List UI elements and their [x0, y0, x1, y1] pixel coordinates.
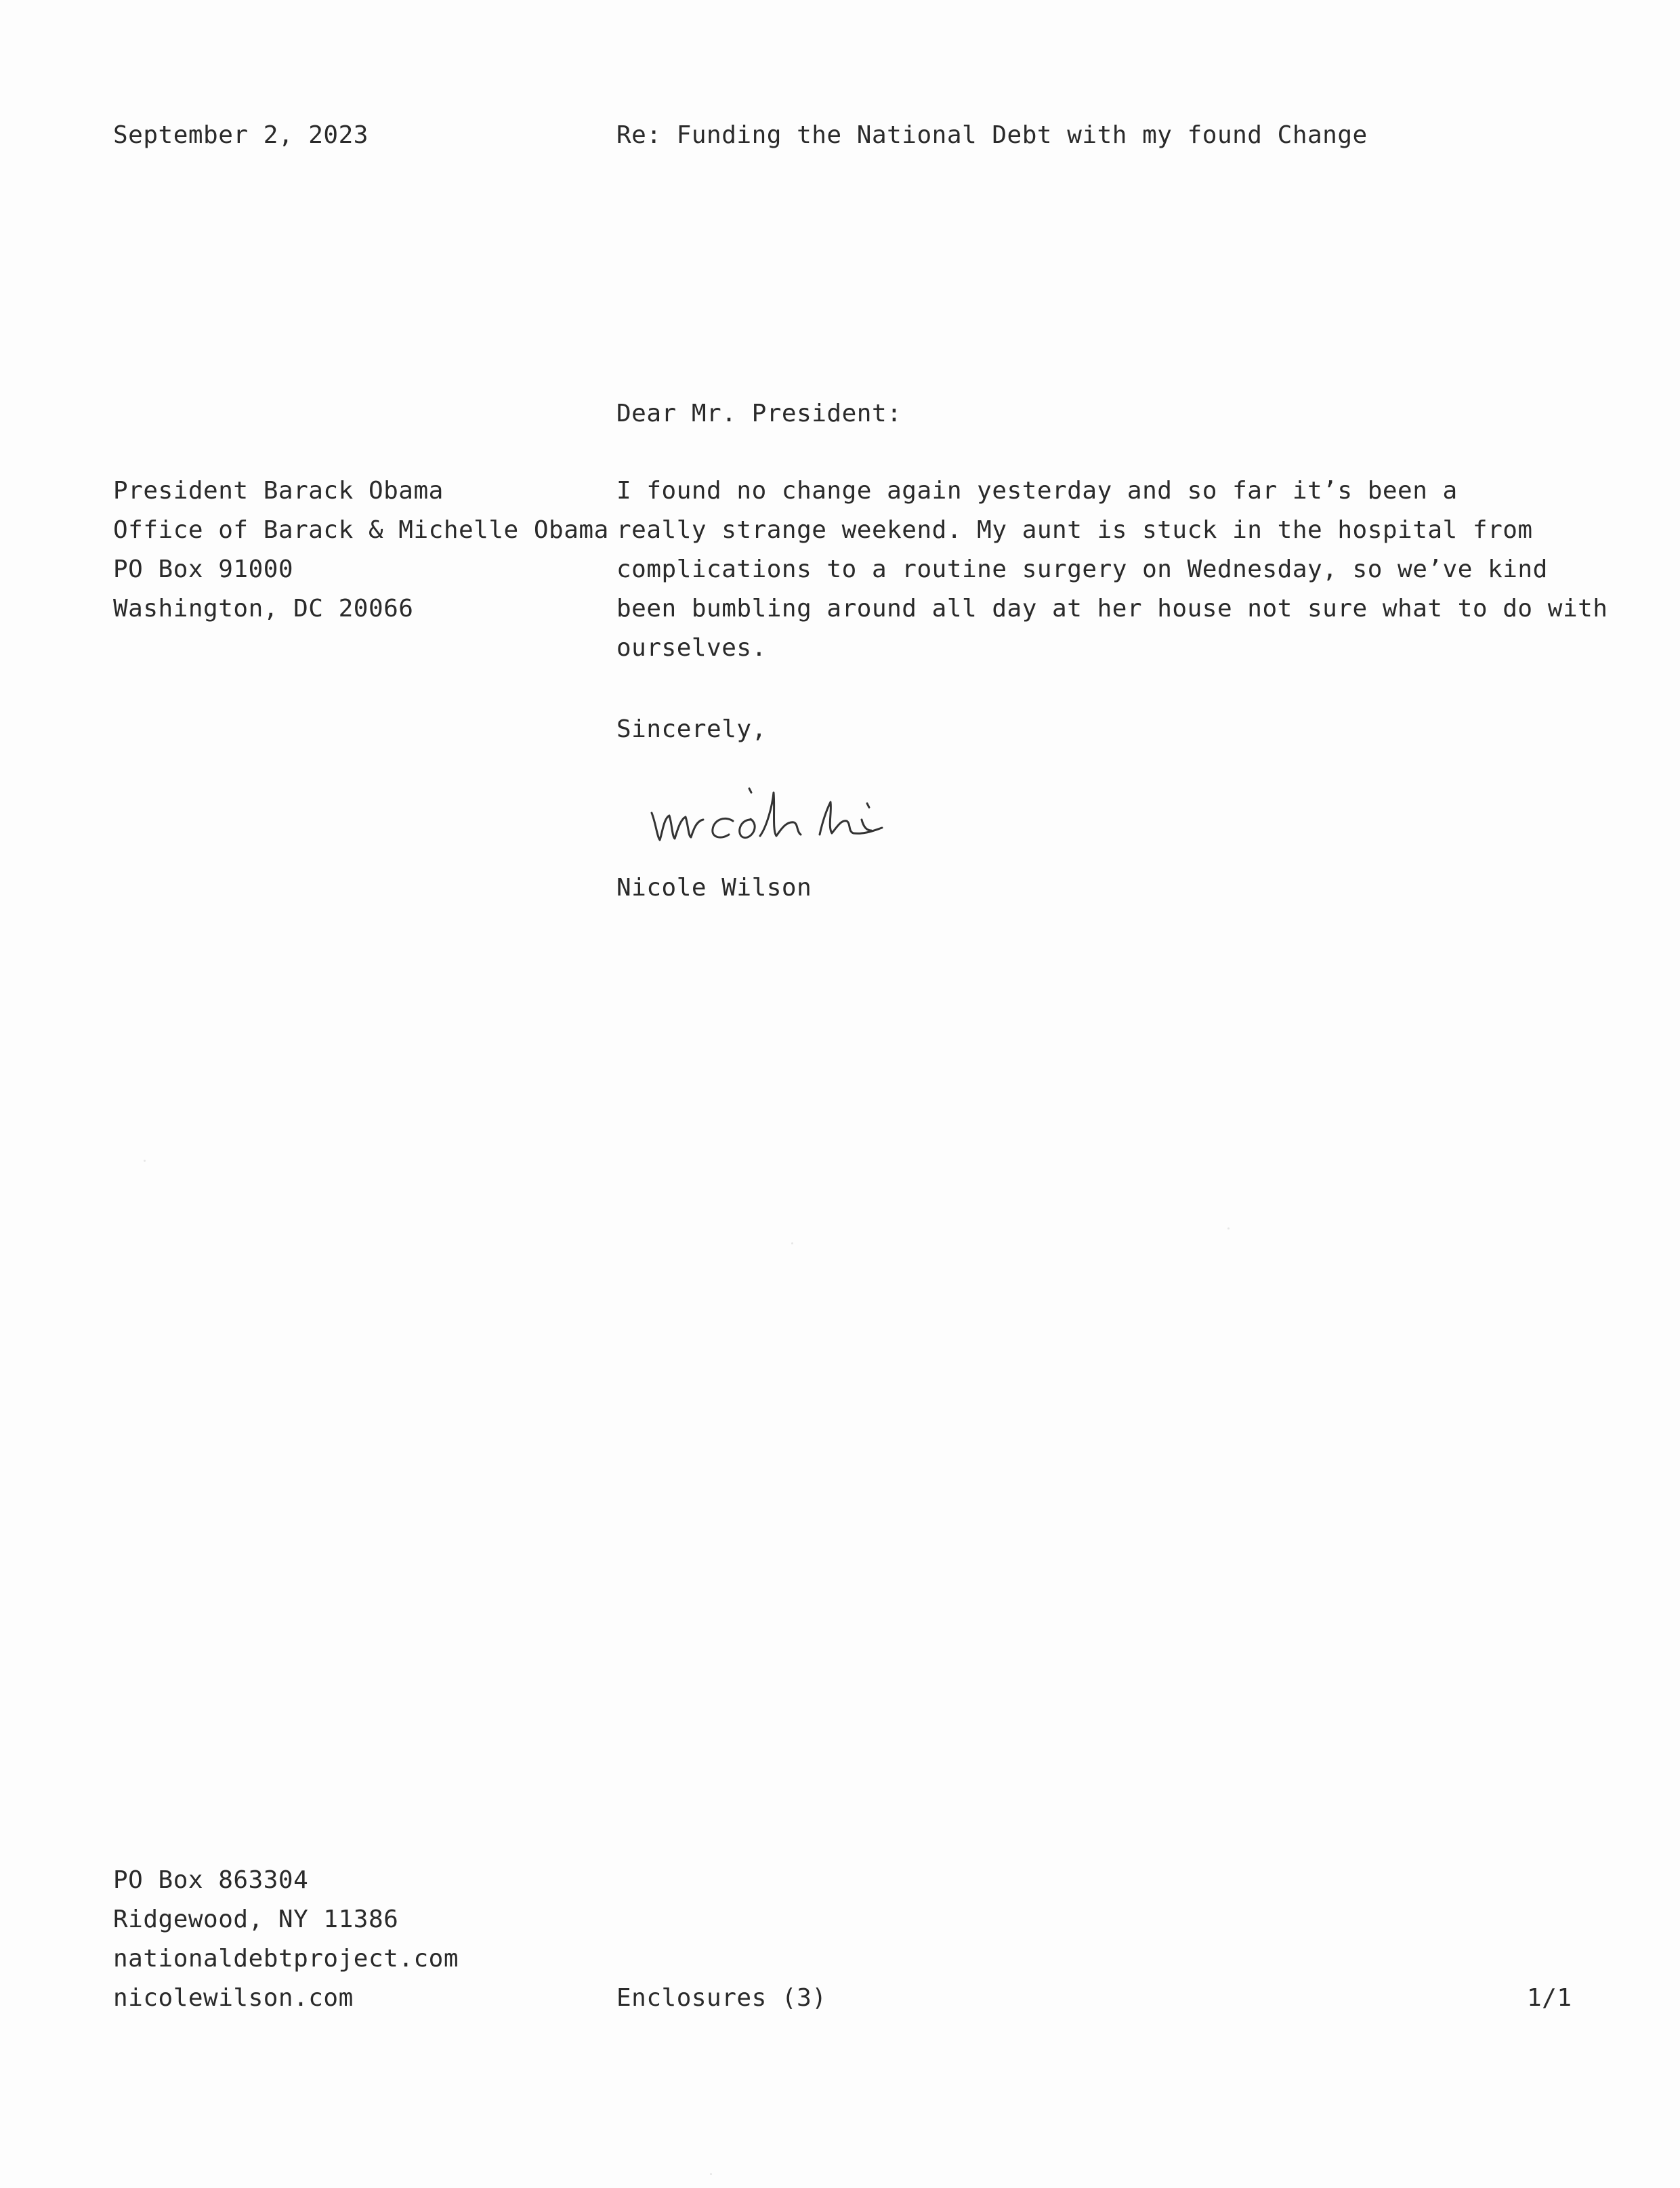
letter-subject: Re: Funding the National Debt with my found Change — [616, 121, 1368, 149]
body-line: I found no change again yesterday and so far it’s been a — [616, 477, 1458, 505]
sender-address — [113, 1861, 459, 2018]
recipient-line: PO Box 91000 — [113, 555, 294, 583]
recipient-line: Washington, DC 20066 — [113, 595, 414, 623]
sender-name: Nicole Wilson — [616, 874, 812, 902]
body-line: been bumbling around all day at her house not sure what to do with — [616, 595, 1608, 623]
letter-body — [616, 471, 1608, 668]
body-line: complications to a routine surgery on Wednesday, so we’ve kind — [616, 555, 1548, 583]
recipient-address — [113, 471, 609, 629]
paper-speck — [1227, 1227, 1230, 1229]
enclosures-note: Enclosures (3) — [616, 1984, 827, 2012]
recipient-line: President Barack Obama — [113, 477, 444, 505]
page-number: 1/1 — [1527, 1984, 1572, 2012]
sender-address-line: nationaldebtproject.com — [113, 1945, 459, 1973]
closing: Sincerely, — [616, 715, 767, 743]
signature-image — [616, 765, 955, 854]
body-line: really strange weekend. My aunt is stuck in the hospital from — [616, 516, 1533, 544]
body-line: ourselves. — [616, 634, 767, 662]
paper-speck — [144, 1160, 146, 1162]
letter-date: September 2, 2023 — [113, 121, 369, 149]
recipient-line: Office of Barack & Michelle Obama — [113, 516, 609, 544]
paper-speck — [791, 1242, 793, 1244]
sender-address-line: Ridgewood, NY 11386 — [113, 1906, 399, 1933]
sender-address-line: PO Box 863304 — [113, 1866, 309, 1894]
sender-address-line: nicolewilson.com — [113, 1984, 354, 2012]
salutation: Dear Mr. President: — [616, 400, 902, 427]
paper-speck — [710, 2173, 712, 2175]
